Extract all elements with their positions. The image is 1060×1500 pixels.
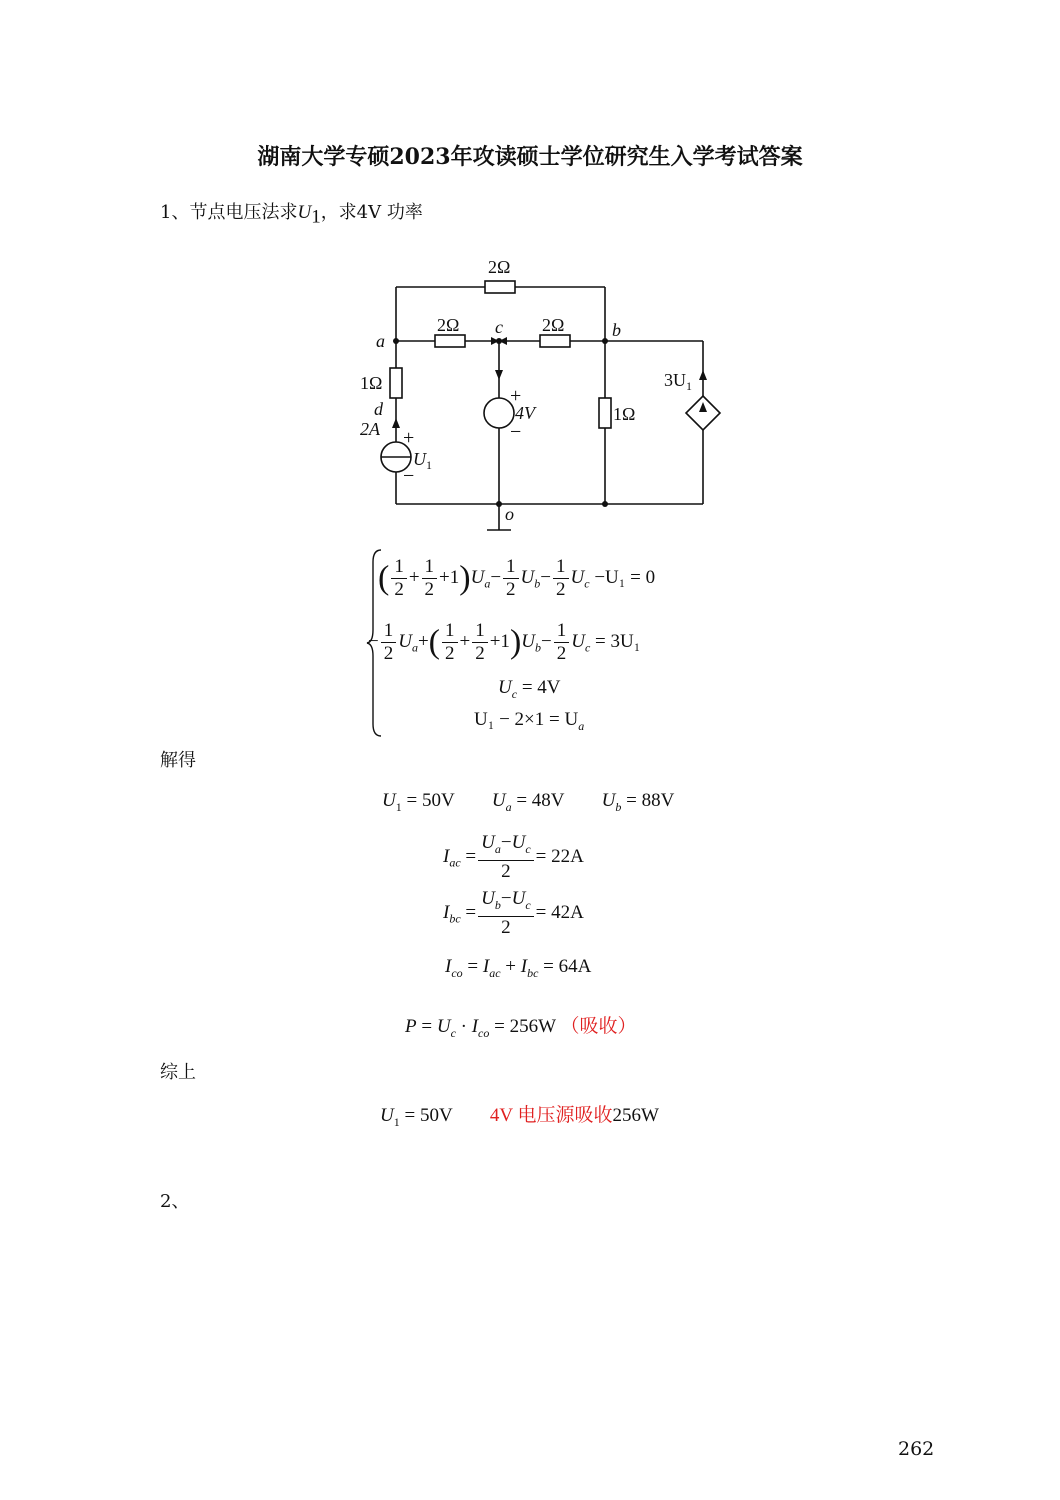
page-number: 262 (898, 1438, 935, 1460)
result-ibc: $I_{bc}$ = $\frac{U_b-U_c}{2}$ = 42A (443, 888, 584, 938)
summary-value: 256W (612, 1105, 659, 1126)
resistor-top (485, 281, 515, 293)
plus-4v: + (510, 385, 522, 407)
result-ico: $I_{co} = I_{ac} + I_{bc} = 64A$ (445, 956, 592, 980)
summary-red-text: 4V 电压源吸收 (489, 1105, 613, 1126)
page-title: 湖南大学专硕2023年攻读硕士学位研究生入学考试答案 (257, 144, 803, 170)
circuit-diagram (340, 250, 740, 540)
result-iac: $I_{ac}$ = $\frac{U_a-U_c}{2}$ = 22A (443, 832, 584, 882)
minus-2a: − (403, 465, 415, 487)
equation-4: $U_1 - 2\times 1 = U_a$ (474, 709, 585, 733)
label-2a: 2A (360, 419, 380, 439)
equation-1: ( $\frac{1}{2}$ + $\frac{1}{2}$ $+1)U_a-$ $\frac{1}{2}$ $U_b-$ $\frac{1}{2}$ $U_c -U_1 = 0$ (378, 556, 656, 600)
solve-label: 解得 (160, 750, 196, 771)
label-r-b: 1Ω (613, 404, 636, 424)
label-r-ad: 1Ω (360, 373, 383, 393)
equation-3: $U_c = 4V$ (498, 677, 561, 701)
q1-var: U (297, 202, 312, 223)
minus-4v: − (510, 421, 522, 443)
node-o: o (505, 504, 514, 524)
node-d: d (374, 399, 383, 419)
q1-rest: ，求4V 功率 (320, 202, 423, 223)
equation-2: − $\frac{1}{2}$ $U_a+$( $\frac{1}{2}$ + $\frac{1}{2}$ $+1)U_b-$ $\frac{1}{2}$ $U_c = 3U_1$ (368, 620, 641, 664)
result-power: $P = U_c \cdot I_{co} = 256W$ （吸收） (405, 1016, 637, 1040)
question-2-label: 2、 (160, 1191, 190, 1212)
summary-line: $U_1 = 50V$ 4V 电压源吸收256W (380, 1105, 659, 1129)
node-b: b (612, 320, 621, 340)
result-voltages: $U_1 = 50V$ $U_a = 48V$ $U_b = 88V$ (382, 790, 675, 814)
plus-2a: + (403, 427, 415, 449)
question-1 (160, 198, 423, 229)
node-a: a (376, 331, 385, 351)
q1-label: 1、节点电压法求 (160, 202, 298, 223)
absorb-note: （吸收） (560, 1016, 637, 1037)
label-4v: 4V (515, 403, 535, 423)
label-r-top: 2Ω (488, 257, 511, 277)
label-u1: $U_1$ (413, 449, 432, 472)
label-r-ac: 2Ω (437, 315, 460, 335)
q1-var-sub: 1 (311, 206, 321, 228)
label-r-cb: 2Ω (542, 315, 565, 335)
summary-label: 综上 (160, 1062, 196, 1083)
node-c: c (495, 317, 503, 337)
label-dep-src: $3U_1$ (664, 370, 692, 393)
